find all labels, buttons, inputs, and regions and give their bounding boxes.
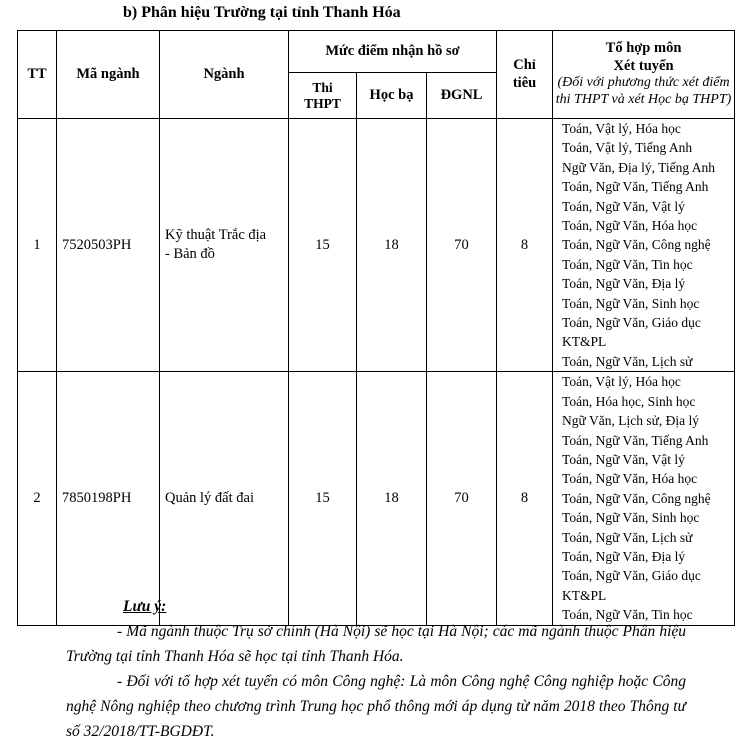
header-dgnl: ĐGNL: [427, 73, 497, 119]
subject-combo: Toán, Ngữ Văn, Công nghệ: [562, 237, 711, 253]
subject-combo: Toán, Ngữ Văn, Lịch sử: [562, 353, 693, 369]
cell-subjects: [553, 372, 735, 625]
subject-combo: Toán, Vật lý, Hóa học: [562, 374, 681, 390]
subject-combo: Toán, Hóa học, Sinh học: [562, 393, 696, 409]
header-thi-thpt-line2: THPT: [304, 95, 341, 111]
cell-nganh-line2: - Bản đồ: [165, 246, 215, 263]
header-chi-tieu-line2: tiêu: [512, 74, 537, 91]
header-hoc-ba: Học bạ: [357, 73, 427, 119]
subject-combo: Toán, Ngữ Văn, Tin học: [562, 256, 693, 272]
header-chi-tieu-line1: Chỉ: [513, 57, 536, 74]
notes-title: Lưu ý:: [123, 598, 167, 615]
header-chi-tieu: [497, 31, 553, 119]
subject-combo: Toán, Ngữ Văn, Sinh học: [562, 295, 700, 311]
header-ma-nganh: Mã ngành: [57, 31, 160, 119]
subject-combo: Toán, Ngữ Văn, Sinh học: [562, 510, 700, 526]
cell-chi-tieu: 8: [497, 119, 553, 372]
subject-combo: Toán, Ngữ Văn, Hóa học: [562, 471, 698, 487]
cell-thi-thpt: 15: [289, 372, 357, 625]
cell-hoc-ba: 18: [357, 119, 427, 372]
subject-combo: Toán, Ngữ Văn, Địa lý: [562, 548, 686, 564]
cell-thi-thpt: 15: [289, 119, 357, 372]
cell-hoc-ba: 18: [357, 372, 427, 625]
subject-combo: Toán, Ngữ Văn, Vật lý: [562, 451, 685, 467]
header-nganh: Ngành: [160, 31, 289, 119]
subject-combo: Ngữ Văn, Địa lý, Tiếng Anh: [562, 159, 715, 175]
cell-tt: 1: [18, 119, 57, 372]
header-to-hop-line1: Tổ hợp môn: [605, 40, 682, 57]
cell-chi-tieu: 8: [497, 372, 553, 625]
subject-combo: Toán, Vật lý, Tiếng Anh: [562, 140, 693, 156]
cell-nganh: [160, 372, 289, 625]
subject-combo: Toán, Ngữ Văn, Địa lý: [562, 276, 686, 292]
cell-nganh: [160, 119, 289, 372]
cell-ma-nganh: 7520503PH: [57, 119, 160, 372]
subject-combo: Ngữ Văn, Lịch sử, Địa lý: [562, 413, 700, 429]
cell-tt: 2: [18, 372, 57, 625]
subject-combo: Toán, Ngữ Văn, Lịch sử: [562, 529, 693, 545]
cell-dgnl: 70: [427, 119, 497, 372]
cell-nganh-line1: Kỹ thuật Trắc địa: [165, 226, 267, 243]
header-tt: TT: [18, 31, 57, 119]
subject-combo: Toán, Ngữ Văn, Công nghệ: [562, 490, 711, 506]
section-heading: b) Phân hiệu Trường tại tỉnh Thanh Hóa: [123, 4, 401, 21]
cell-ma-nganh: 7850198PH: [57, 372, 160, 625]
header-thi-thpt-line1: Thi: [312, 79, 333, 95]
header-thi-thpt: [289, 73, 357, 119]
subject-combo: Toán, Ngữ Văn, Giáo dục KT&PL: [562, 568, 701, 603]
header-to-hop-line2: Xét tuyển: [613, 57, 674, 74]
table-row: [18, 119, 735, 372]
subject-combo: Toán, Ngữ Văn, Giáo dục KT&PL: [562, 315, 701, 350]
subject-combo: Toán, Ngữ Văn, Tiếng Anh: [562, 179, 709, 195]
header-to-hop-note2: thi THPT và xét Học bạ THPT): [555, 91, 732, 107]
note-item: - Mã ngành thuộc Trụ sở chính (Hà Nội) sẽ học tại Hà Nội; các mã ngành thuộc Phân hiệu Trường tại tỉnh Thanh Hóa sẽ học tại tỉnh Thanh Hóa.: [66, 623, 686, 665]
cell-dgnl: 70: [427, 372, 497, 625]
note-item: - Đối với tổ hợp xét tuyển có môn Công nghệ: Là môn Công nghệ Công nghiệp hoặc Công nghệ Nông nghiệp theo chương trình Trung học phổ thông mới áp dụng từ năm 2018 theo Thông tư số 32/2018/TT-BGDĐT.: [66, 673, 686, 740]
subject-combo: Toán, Vật lý, Hóa học: [562, 121, 681, 136]
cell-subjects: [553, 119, 735, 372]
admission-table: [17, 30, 735, 626]
subject-combo: Toán, Ngữ Văn, Vật lý: [562, 198, 685, 214]
subject-combo: Toán, Ngữ Văn, Tin học: [562, 607, 693, 623]
notes-section: [66, 594, 686, 744]
header-to-hop: [553, 31, 735, 119]
header-to-hop-note1: (Đối với phương thức xét điểm: [557, 75, 730, 91]
subject-combo: Toán, Ngữ Văn, Tiếng Anh: [562, 432, 709, 448]
subject-combo: Toán, Ngữ Văn, Hóa học: [562, 218, 698, 234]
table-row: [18, 372, 735, 625]
cell-nganh-line1: Quản lý đất đai: [165, 489, 254, 506]
header-muc-diem: Mức điểm nhận hồ sơ: [289, 31, 497, 73]
